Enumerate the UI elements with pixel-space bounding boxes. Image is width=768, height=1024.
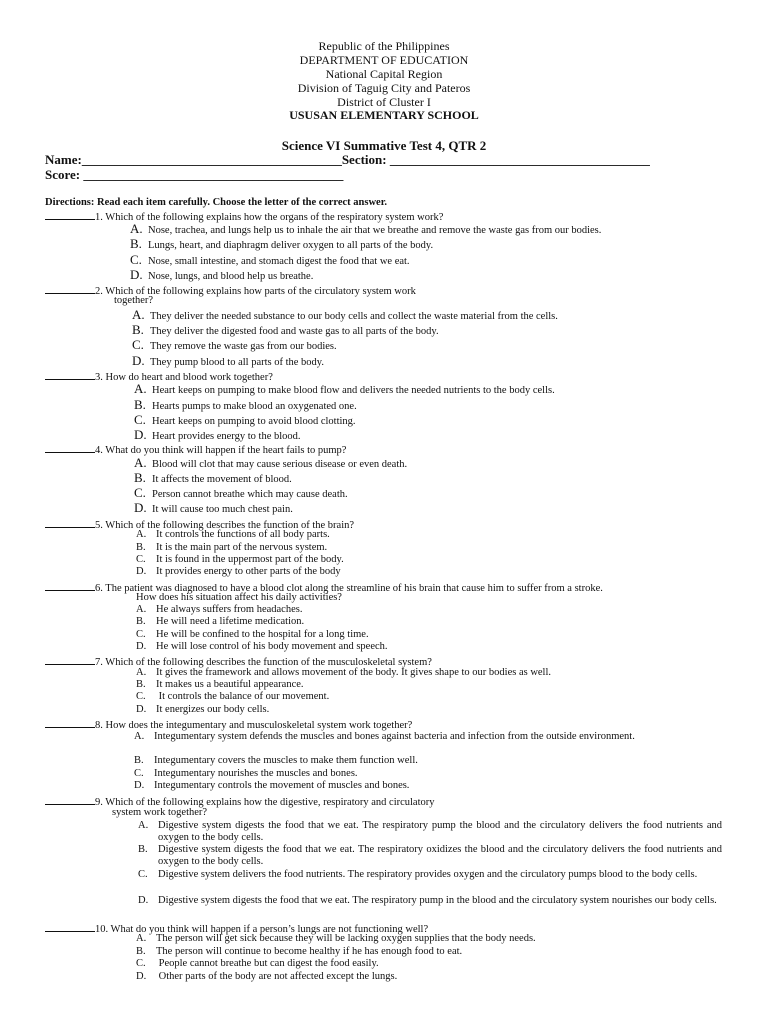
option (138, 895, 722, 907)
question-text: 3. How do heart and blood work together? (95, 372, 273, 383)
name-section-line: Name:________________________________________Section: ________________________________________ (45, 152, 650, 167)
option-letter: C. (134, 412, 146, 427)
option-letter: D. (134, 427, 147, 442)
option (134, 780, 409, 792)
option (136, 542, 327, 554)
option-letter: A. (134, 731, 145, 742)
option-text: Heart keeps on pumping to make blood flow and delivers the needed nutrients to the body cells. (152, 385, 555, 396)
answer-blank (45, 580, 95, 591)
option-text: It makes us a beautiful appearance. (156, 679, 304, 690)
option-letter: D. (136, 704, 147, 715)
question-text-cont: How does his situation affect his daily activities? (136, 592, 342, 603)
answer-blank (45, 517, 95, 528)
option-text: It will cause too much chest pain. (152, 504, 293, 515)
option (130, 238, 433, 252)
question-text: 10. What do you think will happen if a person’s lungs are not functioning well? (95, 924, 429, 935)
option-letter: A. (134, 381, 147, 396)
option-text: The person will continue to become healthy if he has enough food to eat. (156, 946, 463, 957)
option-text: Integumentary system defends the muscles and bones against bacteria and infection from the outside environment. (154, 731, 635, 742)
option-text: They remove the waste gas from our bodies. (150, 341, 337, 352)
option-letter: D. (136, 566, 147, 577)
option-letter: C. (136, 958, 146, 969)
option (136, 958, 379, 970)
option-text: It gives the framework and allows movement of the body. It gives shape to our bodies as well. (156, 667, 552, 678)
header-line-region: National Capital Region (325, 67, 443, 81)
test-title: Science VI Summative Test 4, QTR 2 (281, 138, 487, 153)
option (134, 487, 348, 501)
option-letter: B. (136, 616, 146, 627)
option-letter: B. (136, 946, 146, 957)
option-text: He will be confined to the hospital for a long time. (156, 629, 369, 640)
option-letter: A. (136, 529, 147, 540)
score-line: Score: ________________________________________ (45, 167, 344, 182)
answer-blank (45, 369, 95, 380)
option (136, 641, 388, 653)
option-text: Heart provides energy to the blood. (152, 431, 301, 442)
option-letter: B. (134, 397, 146, 412)
option (136, 679, 304, 691)
option-letter: D. (134, 780, 145, 791)
answer-blank (45, 654, 95, 665)
option (136, 933, 536, 945)
header-line-division: Division of Taguig City and Pateros (297, 81, 471, 95)
option-letter: A. (136, 604, 147, 615)
option (138, 869, 722, 881)
option-text: Integumentary controls the movement of muscles and bones. (154, 780, 410, 791)
option-text: It energizes our body cells. (156, 704, 270, 715)
option-text: Digestive system digests the food that we eat. The respiratory pump in the blood and the circulatory system nourishes our body cells. (158, 895, 717, 906)
option (134, 383, 555, 397)
option (136, 604, 302, 616)
option-text: Integumentary covers the muscles to make them function well. (154, 755, 418, 766)
option-letter: A. (136, 933, 147, 944)
option (136, 554, 344, 566)
option-letter: C. (136, 629, 146, 640)
option (134, 429, 301, 443)
option-text: Nose, small intestine, and stomach digest the food that we eat. (148, 256, 410, 267)
answer-blank (45, 717, 95, 728)
option (132, 309, 558, 323)
option (130, 254, 410, 268)
question-text: 6. The patient was diagnosed to have a blood clot along the streamline of his brain that cause him to suffer from a stroke. (95, 583, 603, 594)
option-letter: B. (130, 236, 142, 251)
option-text: They deliver the needed substance to our body cells and collect the waste material from the cells. (150, 311, 558, 322)
option-text: Nose, trachea, and lungs help us to inhale the air that we breathe and remove the waste gas from our bodies. (148, 225, 602, 236)
option-text: Integumentary nourishes the muscles and bones. (154, 768, 358, 779)
option-text: Nose, lungs, and blood help us breathe. (148, 271, 314, 282)
option (136, 946, 462, 958)
option-letter: D. (134, 500, 147, 515)
option-letter: C. (134, 768, 144, 779)
option (132, 355, 324, 369)
question-text: 5. Which of the following describes the function of the brain? (95, 520, 355, 531)
option (136, 704, 269, 716)
question-text: 8. How does the integumentary and musculoskeletal system work together? (95, 720, 413, 731)
question-4 (45, 442, 725, 457)
question-text: 9. Which of the following explains how the digestive, respiratory and circulatory (95, 797, 435, 808)
option (136, 566, 341, 578)
header-line-district: District of Cluster I (337, 95, 431, 109)
option-letter: B. (132, 322, 144, 337)
option-letter: B. (138, 844, 148, 855)
option (134, 768, 358, 780)
option (138, 844, 722, 868)
option-letter: A. (130, 221, 143, 236)
option-letter: D. (130, 267, 143, 282)
option-letter: C. (130, 252, 142, 267)
option (134, 502, 293, 516)
option (136, 616, 304, 628)
option (134, 755, 418, 767)
option-text: It controls the balance of our movement. (156, 691, 330, 702)
answer-blank (45, 921, 95, 932)
option (136, 667, 551, 679)
option-letter: D. (138, 895, 149, 906)
option-letter: B. (136, 542, 146, 553)
option-letter: C. (132, 337, 144, 352)
option-text: Other parts of the body are not affected except the lungs. (156, 971, 398, 982)
option (134, 399, 357, 413)
option-letter: D. (132, 353, 145, 368)
question-text: 4. What do you think will happen if the heart fails to pump? (95, 445, 347, 456)
answer-blank (45, 442, 95, 453)
option-text: Digestive system digests the food that we eat. The respiratory oxidizes the blood and the circulatory delivers the food nutrients and oxygen to the body cells. (158, 844, 722, 867)
option (136, 691, 329, 703)
option (134, 472, 292, 486)
option-text: It controls the functions of all body parts. (156, 529, 330, 540)
option-text: Heart keeps on pumping to avoid blood clotting. (152, 416, 356, 427)
option-text: They pump blood to all parts of the body. (150, 357, 324, 368)
answer-blank (45, 794, 95, 805)
question-text: 7. Which of the following describes the function of the musculoskeletal system? (95, 657, 432, 668)
option-letter: A. (136, 667, 147, 678)
option-letter: B. (134, 470, 146, 485)
question-text: 2. Which of the following explains how parts of the circulatory system work (95, 286, 416, 297)
option-letter: B. (134, 755, 144, 766)
option-letter: A. (134, 455, 147, 470)
option (132, 339, 337, 353)
directions: Directions: Read each item carefully. Choose the letter of the correct answer. (45, 197, 388, 208)
question-1 (45, 209, 725, 224)
school-name: USUSAN ELEMENTARY SCHOOL (289, 108, 479, 122)
option (130, 269, 313, 283)
option-text: It affects the movement of blood. (152, 474, 292, 485)
option (136, 529, 330, 541)
option-text: They deliver the digested food and waste gas to all parts of the body. (150, 326, 439, 337)
header-line-republic: Republic of the Philippines (318, 39, 450, 53)
question-8 (45, 717, 725, 732)
option (134, 731, 720, 743)
header-line-deped: DEPARTMENT OF EDUCATION (299, 53, 469, 67)
option (136, 971, 397, 983)
option-letter: D. (136, 641, 147, 652)
option-text: He will lose control of his body movement and speech. (156, 641, 388, 652)
question-text-cont: together? (114, 295, 154, 306)
option-text: Hearts pumps to make blood an oxygenated one. (152, 401, 357, 412)
option-letter: C. (138, 869, 148, 880)
option-text: It is the main part of the nervous system. (156, 542, 328, 553)
option-letter: D. (136, 971, 147, 982)
question-3 (45, 369, 725, 384)
option-text: It is found in the uppermost part of the body. (156, 554, 344, 565)
option-letter: C. (134, 485, 146, 500)
option (134, 457, 407, 471)
option-text: Blood will clot that may cause serious disease or even death. (152, 459, 408, 470)
option (130, 223, 601, 237)
option-text: Lungs, heart, and diaphragm deliver oxygen to all parts of the body. (148, 240, 434, 251)
option-letter: B. (136, 679, 146, 690)
option-text: Digestive system digests the food that we eat. The respiratory pump the blood and the circulatory delivers the food nutrients and oxygen to the body cells. (158, 820, 722, 843)
option-text: Person cannot breathe which may cause death. (152, 489, 348, 500)
option (138, 820, 722, 844)
option-text: The person will get sick because they will be lacking oxygen supplies that the body needs. (156, 933, 536, 944)
option (132, 324, 439, 338)
answer-blank (45, 209, 95, 220)
option-text: It provides energy to other parts of the body (156, 566, 341, 577)
option (134, 414, 356, 428)
question-text-cont: system work together? (112, 807, 208, 818)
option-text: He always suffers from headaches. (156, 604, 303, 615)
option-letter: C. (136, 554, 146, 565)
option-text: People cannot breathe but can digest the food easily. (156, 958, 379, 969)
question-text: 1. Which of the following explains how the organs of the respiratory system work? (95, 212, 444, 223)
option-letter: C. (136, 691, 146, 702)
option-letter: A. (138, 820, 149, 831)
option-text: He will need a lifetime medication. (156, 616, 305, 627)
option-text: Digestive system delivers the food nutrients. The respiratory provides oxygen and the circulatory pumps blood to the body cells. (158, 869, 698, 880)
option (136, 629, 369, 641)
answer-blank (45, 283, 95, 294)
option-letter: A. (132, 307, 145, 322)
